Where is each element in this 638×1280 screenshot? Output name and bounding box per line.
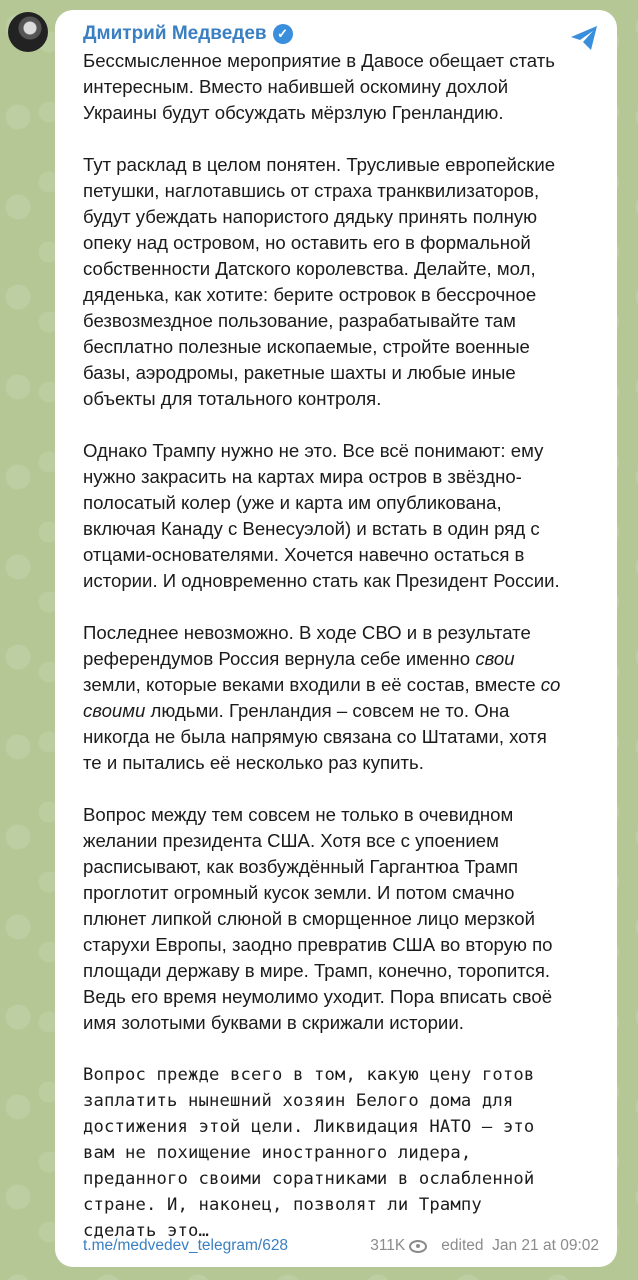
eye-icon [409, 1240, 427, 1253]
message-bubble [55, 10, 617, 1267]
paragraph [83, 620, 613, 776]
view-count [370, 1235, 427, 1257]
message-text [83, 48, 613, 1244]
edited-timestamp: edited Jan 21 at 09:02 [441, 1237, 599, 1254]
channel-name-text: Дмитрий Медведев [83, 23, 267, 44]
italic-segment: со своими [83, 674, 561, 721]
paragraph: Вопрос между тем совсем не только в очевидном желании президента США. Хотя все с упоением расписывают, как возбуждённый Гаргантюа Трамп проглотит огромный кусок земли. И потом смачно плюнет липкой слюной в сморщенное лицо мерзкой старухи Европы, заодно превратив США во вторую по площади державу в мире. Трамп, конечно, торопится. Ведь его время неумолимо уходит. Пора вписать своё имя золотыми буквами в скрижали истории. [83, 804, 553, 1033]
paragraph: Однако Трампу нужно не это. Все всё понимают: ему нужно закрасить на картах мира остров в звёздно- полосатый колер (уже и карта им опубликована, включая Канаду с Венесуэлой) и встать в один ряд с отцами-основателями. Хочется навечно остаться в истории. И одновременно стать как Президент России. [83, 440, 560, 591]
paragraph: Бессмысленное мероприятие в Давосе обещает стать интересным. Вместо набившей оскомину дохлой Украины будут обсуждать мёрзлую Гренландию. [83, 50, 555, 123]
monospace-paragraph: Вопрос прежде всего в том, какую цену готов заплатить нынешний хозяин Белого дома для достижения этой цели. Ликвидация НАТО – это вам не похищение иностранного лидера, преданного своими соратниками в ослабленной стране. И, наконец, позволят ли Трампу сделать это… [83, 1065, 535, 1241]
channel-avatar[interactable] [8, 12, 48, 52]
channel-name[interactable] [83, 22, 293, 46]
post-link[interactable]: t.me/medvedev_telegram/628 [83, 1237, 289, 1254]
text-segment: Последнее невозможно. В ходе СВО и в результате референдумов Россия вернула себе именно [83, 622, 531, 669]
verified-badge-icon: ✓ [273, 24, 293, 44]
views-text: 311K [370, 1237, 406, 1254]
text-segment: людьми. Гренландия – совсем не то. Она никогда не была напрямую связана со Штатами, хотя те и пытались её несколько раз купить. [83, 700, 547, 773]
message-footer [83, 1235, 599, 1257]
text-segment: земли, которые веками входили в её состав, вместе [83, 674, 536, 695]
italic-segment: свои [475, 648, 515, 669]
paragraph: Тут расклад в целом понятен. Трусливые европейские петушки, наглотавшись от страха транквилизаторов, будут убеждать напористого дядьку принять полную опеку над островом, но оставить его в формальной собственности Датского королевства. Делайте, мол, дяденька, как хотите: берите островок в бессрочное безвозмездное пользование, разрабатывайте там бесплатно полезные ископаемые, стройте военные базы, аэродромы, ракетные шахты и любые иные объекты для тотального контроля. [83, 154, 556, 409]
